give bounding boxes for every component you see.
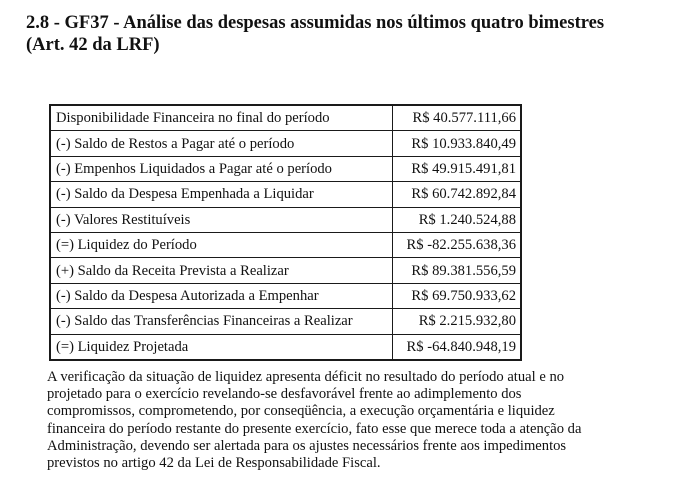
row-label: Disponibilidade Financeira no final do período (50, 105, 393, 131)
table-row (50, 207, 521, 232)
analysis-paragraph (47, 369, 667, 472)
row-value: R$ 2.215.932,80 (393, 309, 522, 334)
row-value: R$ 69.750.933,62 (393, 283, 522, 308)
paragraph-line: A verificação da situação de liquidez apresenta déficit no resultado do período atual e no (47, 369, 565, 385)
section-heading (26, 12, 676, 56)
row-label: (=) Liquidez do Período (50, 232, 393, 257)
liquidity-table (49, 104, 522, 361)
row-value: R$ -64.840.948,19 (393, 334, 522, 360)
table-row (50, 258, 521, 283)
paragraph-line: Administração, devendo ser alertada para os ajustes necessários frente aos impedimentos (47, 437, 567, 454)
table-row (50, 105, 521, 131)
section-heading-line-2: (Art. 42 da LRF) (26, 35, 160, 55)
section-heading-line-1: 2.8 - GF37 - Análise das despesas assumidas nos últimos quatro bimestres (26, 13, 605, 33)
row-label: (-) Saldo das Transferências Financeiras a Realizar (50, 309, 393, 334)
row-value: R$ 1.240.524,88 (393, 207, 522, 232)
row-label: (+) Saldo da Receita Prevista a Realizar (50, 258, 393, 283)
table-row (50, 156, 521, 181)
paragraph-line: projetado para o exercício revelando-se desfavorável frente ao adimplemento dos (47, 386, 522, 403)
table-row (50, 334, 521, 360)
row-value: R$ 10.933.840,49 (393, 131, 522, 156)
table-row (50, 309, 521, 334)
row-value: R$ 60.742.892,84 (393, 182, 522, 207)
paragraph-line: financeira do período restante do presente exercício, fato esse que merece toda a atenção da (47, 420, 582, 437)
row-label: (-) Valores Restituíveis (50, 207, 393, 232)
table-row (50, 182, 521, 207)
row-value: R$ -82.255.638,36 (393, 232, 522, 257)
table-row (50, 131, 521, 156)
table-row (50, 232, 521, 257)
row-label: (-) Empenhos Liquidados a Pagar até o período (50, 156, 393, 181)
paragraph-line: previstos no artigo 42 da Lei de Responsabilidade Fiscal. (47, 455, 381, 472)
table-row (50, 283, 521, 308)
row-label: (-) Saldo da Despesa Empenhada a Liquidar (50, 182, 393, 207)
row-value: R$ 49.915.491,81 (393, 156, 522, 181)
row-label: (-) Saldo de Restos a Pagar até o período (50, 131, 393, 156)
row-label: (=) Liquidez Projetada (50, 334, 393, 360)
row-value: R$ 40.577.111,66 (393, 105, 522, 131)
row-value: R$ 89.381.556,59 (393, 258, 522, 283)
row-label: (-) Saldo da Despesa Autorizada a Empenhar (50, 283, 393, 308)
paragraph-line: compromissos, comprometendo, por conseqüência, a execução orçamentária e liquidez (47, 403, 555, 420)
